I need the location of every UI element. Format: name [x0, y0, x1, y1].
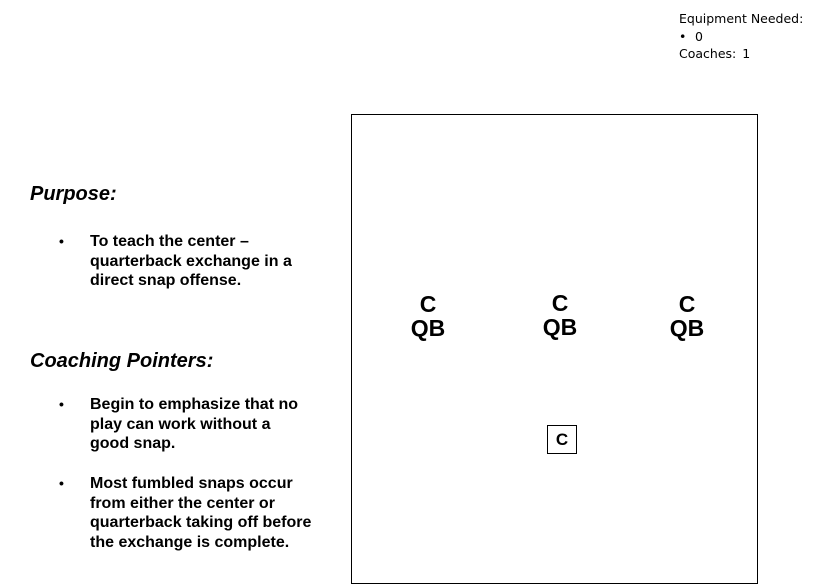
bullet-icon: •	[59, 396, 64, 412]
player-group	[647, 292, 727, 340]
player-group	[520, 291, 600, 339]
purpose-heading: Purpose:	[30, 183, 117, 205]
purpose-item	[59, 232, 349, 291]
purpose-item-text: To teach the center – quarterback exchange in a direct snap offense.	[90, 233, 292, 290]
coaching-pointers-heading: Coaching Pointers:	[30, 350, 214, 372]
equipment-info	[679, 10, 803, 63]
equipment-item-value: 0	[695, 28, 703, 44]
coaches-value: 1	[742, 46, 751, 61]
center-label: C	[551, 290, 569, 316]
center-box: C	[547, 425, 577, 454]
center-label: C	[678, 291, 696, 317]
pointer-item-text: Begin to emphasize that no play can work without a good snap.	[90, 396, 299, 453]
pointer-item-text: Most fumbled snaps occur from either the center or quarterback taking off before the exchange is complete.	[90, 475, 312, 552]
player-group	[388, 292, 468, 340]
coaches-label: Coaches:	[679, 46, 737, 61]
quarterback-label: QB	[669, 315, 705, 341]
quarterback-label: QB	[410, 315, 446, 341]
pointer-item	[59, 474, 349, 553]
pointer-item	[59, 395, 349, 454]
equipment-item	[679, 28, 803, 46]
bullet-icon: •	[59, 233, 64, 249]
equipment-label: Equipment Needed:	[679, 11, 804, 26]
bullet-icon: •	[679, 28, 687, 44]
coaches-row	[679, 45, 803, 63]
quarterback-label: QB	[542, 314, 578, 340]
drill-diagram-frame	[351, 114, 758, 584]
center-label: C	[419, 291, 437, 317]
bullet-icon: •	[59, 475, 64, 491]
